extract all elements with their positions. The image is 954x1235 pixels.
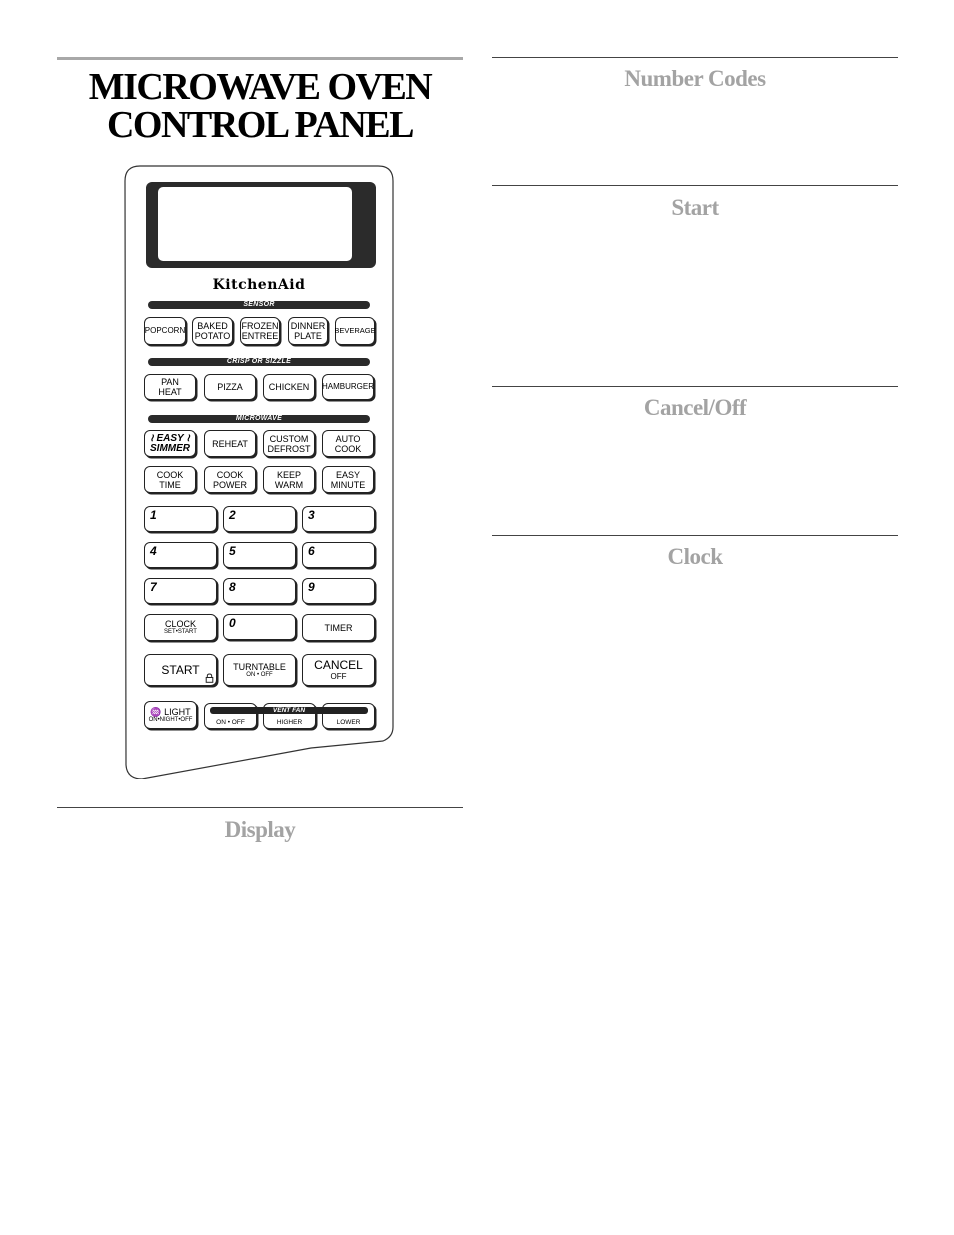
number-9-button[interactable]	[302, 578, 375, 604]
number-6-button[interactable]	[302, 542, 375, 568]
clock-rule	[492, 535, 898, 536]
custom-defrost-button[interactable]	[263, 430, 315, 457]
custom-defrost-label-2: DEFROST	[267, 443, 311, 454]
easy-minute-button[interactable]	[322, 466, 374, 493]
number-2-button[interactable]	[223, 506, 296, 532]
custom-defrost-label-1: CUSTOM	[269, 433, 309, 444]
start-rule	[492, 185, 898, 186]
light-sub-label: ON•NIGHT•OFF	[148, 716, 193, 723]
display-screen	[158, 187, 352, 261]
number-7-button[interactable]	[144, 578, 217, 604]
microwave-group-label: MICROWAVE	[148, 415, 370, 423]
popcorn-button[interactable]	[144, 317, 186, 345]
vent-on-off-label: ON • OFF	[216, 719, 245, 726]
clock-button[interactable]	[144, 614, 217, 641]
number-8-button[interactable]	[223, 578, 296, 604]
number-9-label: 9	[308, 580, 315, 594]
light-bulb-icon: ♒	[150, 706, 162, 717]
control-panel-illustration	[124, 165, 394, 779]
pizza-label: PIZZA	[217, 382, 243, 392]
cancel-off-heading: Cancel/Off	[643, 395, 747, 420]
page-title-line-1: MICROWAVE OVEN	[88, 66, 432, 108]
number-7-label: 7	[150, 580, 157, 594]
easy-simmer-label-2: SIMMER	[150, 442, 190, 454]
chicken-button[interactable]	[263, 374, 315, 400]
cook-power-label-1: COOK	[216, 469, 244, 480]
start-button[interactable]	[144, 654, 217, 686]
keep-warm-button[interactable]	[263, 466, 315, 493]
keep-warm-label-1: KEEP	[276, 469, 301, 480]
clock-label: CLOCK	[164, 619, 196, 629]
number-6-label: 6	[308, 544, 315, 558]
clock-sub-label: SET•START	[164, 629, 197, 635]
crisp-group-label: CRISP OR SIZZLE	[148, 358, 370, 366]
turntable-label: TURNTABLE	[233, 661, 286, 672]
auto-cook-label-1: AUTO	[335, 433, 361, 444]
number-1-label: 1	[150, 508, 157, 522]
clock-heading: Clock	[667, 544, 723, 569]
number-0-label: 0	[229, 616, 236, 630]
easy-simmer-label-1: ≀ EASY ≀	[149, 432, 191, 444]
cook-time-button[interactable]	[144, 466, 196, 493]
light-label-row	[150, 707, 190, 717]
baked-potato-label-2: POTATO	[194, 331, 231, 341]
dinner-plate-button[interactable]	[288, 317, 328, 345]
auto-cook-button[interactable]	[322, 430, 374, 457]
cook-time-label-2: TIME	[159, 479, 181, 490]
display-heading: Display	[224, 817, 296, 842]
light-button[interactable]	[144, 701, 197, 729]
lock-icon	[205, 673, 214, 683]
vent-lower-label: LOWER	[336, 719, 361, 726]
turntable-button[interactable]	[223, 654, 296, 686]
start-label: START	[161, 662, 200, 677]
number-5-label: 5	[229, 544, 236, 558]
easy-minute-label-2: MINUTE	[330, 479, 366, 490]
cancel-sub-label: OFF	[330, 672, 347, 681]
number-codes-heading: Number Codes	[624, 66, 766, 91]
page-title-line-2: CONTROL PANEL	[106, 104, 413, 146]
cook-power-label-2: POWER	[212, 479, 247, 490]
easy-minute-label-1: EASY	[335, 469, 360, 480]
display-window	[146, 182, 376, 268]
beverage-button[interactable]	[335, 317, 375, 345]
reheat-button[interactable]	[204, 430, 256, 457]
number-8-label: 8	[229, 580, 236, 594]
number-1-button[interactable]	[144, 506, 217, 532]
number-5-button[interactable]	[223, 542, 296, 568]
easy-simmer-button[interactable]	[144, 430, 196, 457]
cook-time-label-1: COOK	[156, 469, 184, 480]
pan-heat-label-2: HEAT	[158, 387, 182, 397]
dinner-plate-label-2: PLATE	[294, 331, 322, 341]
beverage-label: BEVERAGE	[334, 326, 376, 335]
cook-power-button[interactable]	[204, 466, 256, 493]
auto-cook-label-2: COOK	[334, 443, 362, 454]
frozen-entree-button[interactable]	[240, 317, 280, 345]
number-2-label: 2	[229, 508, 236, 522]
baked-potato-button[interactable]	[192, 317, 233, 345]
number-3-label: 3	[308, 508, 315, 522]
vent-higher-label: HIGHER	[276, 719, 303, 726]
timer-button[interactable]	[302, 614, 375, 641]
start-heading: Start	[671, 195, 719, 220]
number-3-button[interactable]	[302, 506, 375, 532]
cancel-label: CANCEL	[314, 658, 363, 672]
cancel-button[interactable]	[302, 654, 375, 686]
pan-heat-label-1: PAN	[161, 377, 179, 387]
chicken-label: CHICKEN	[268, 382, 310, 392]
hamburger-button[interactable]	[322, 374, 374, 400]
number-4-label: 4	[150, 544, 157, 558]
dinner-plate-label-1: DINNER	[290, 321, 326, 331]
page-title	[57, 68, 463, 144]
pizza-button[interactable]	[204, 374, 256, 400]
frozen-entree-label-1: FROZEN	[241, 321, 279, 331]
hamburger-label: HAMBURGER	[322, 382, 375, 391]
turntable-sub-label: ON • OFF	[246, 671, 273, 678]
timer-label: TIMER	[324, 622, 353, 633]
vent-fan-group-label: VENT FAN	[210, 707, 368, 714]
reheat-label: REHEAT	[212, 438, 248, 449]
top-rule-left	[57, 57, 463, 60]
brand-logo: KitchenAid	[212, 277, 306, 293]
number-0-button[interactable]	[223, 614, 296, 640]
display-rule	[57, 807, 463, 808]
sensor-group-label: SENSOR	[148, 301, 370, 309]
keep-warm-label-2: WARM	[274, 479, 304, 490]
frozen-entree-label-2: ENTREE	[241, 331, 279, 341]
pan-heat-button[interactable]	[144, 374, 196, 400]
popcorn-label: POPCORN	[144, 326, 186, 335]
cancel-off-rule	[492, 386, 898, 387]
light-label: LIGHT	[164, 706, 191, 717]
baked-potato-label-1: BAKED	[197, 321, 228, 331]
number-4-button[interactable]	[144, 542, 217, 568]
number-codes-rule	[492, 57, 898, 58]
